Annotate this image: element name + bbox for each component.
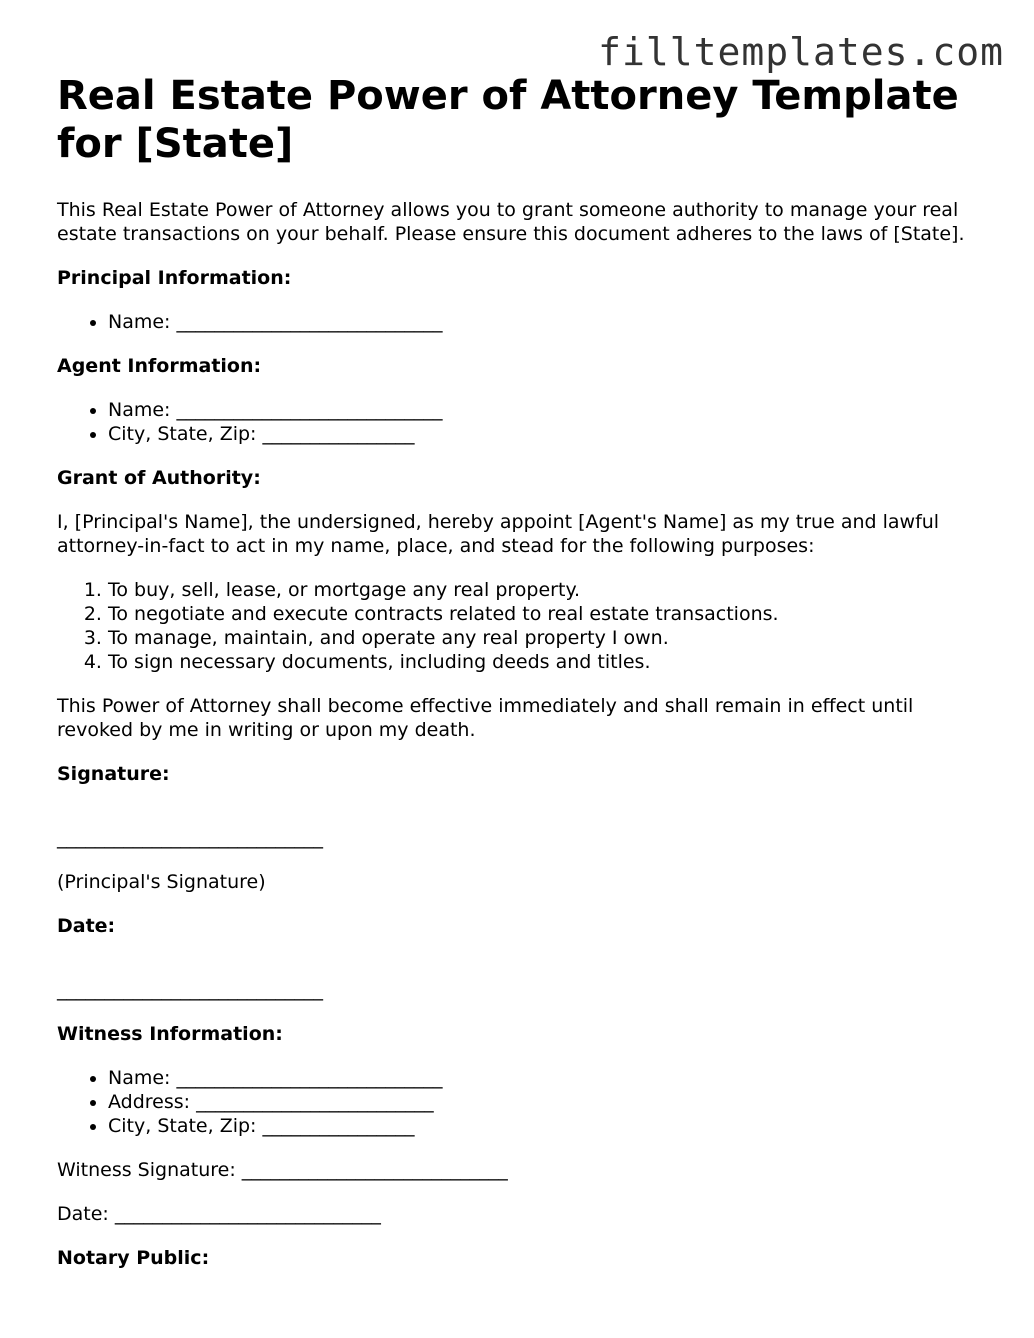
witness-address-field[interactable]: • Address: _________________________ [108, 1090, 987, 1114]
agent-heading: Agent Information: [57, 355, 262, 377]
document-title: Real Estate Power of Attorney Template for [State] [57, 73, 959, 167]
grant-heading: Grant of Authority: [57, 467, 261, 489]
grant-paragraph: I, [Principal's Name], the undersigned, hereby appoint [Agent's Name] as my true and lawful attorney-in-fact to act in my name, place, and stead for the following purposes: [57, 511, 940, 557]
agent-city-state-zip-field[interactable]: • City, State, Zip: ________________ [108, 422, 987, 446]
date-heading: Date: [57, 915, 116, 937]
purpose-item: 4. To sign necessary documents, including deeds and titles. [108, 650, 987, 674]
witness-name-field[interactable]: • Name: ____________________________ [108, 1066, 987, 1090]
intro-paragraph: This Real Estate Power of Attorney allows you to grant someone authority to manage your real estate transactions on your behalf. Please ensure this document adheres to the laws of [State]. [57, 199, 965, 245]
witness-signature-field[interactable]: Witness Signature: ____________________________ [57, 1159, 508, 1181]
purpose-item: 1. To buy, sell, lease, or mortgage any real property. [108, 578, 987, 602]
signature-heading: Signature: [57, 763, 170, 785]
purpose-item: 3. To manage, maintain, and operate any real property I own. [108, 626, 987, 650]
watermark-logo: filltemplates.com [598, 30, 1004, 74]
document-page [57, 72, 987, 1290]
agent-name-field[interactable]: • Name: ____________________________ [108, 398, 987, 422]
principal-signature-caption: (Principal's Signature) [57, 871, 266, 893]
principal-signature-line[interactable]: ____________________________ [57, 827, 323, 849]
witness-date-field[interactable]: Date: ____________________________ [57, 1203, 381, 1225]
agent-fields [57, 398, 987, 446]
purposes-list [57, 578, 987, 674]
witness-city-state-zip-field[interactable]: • City, State, Zip: ________________ [108, 1114, 987, 1138]
witness-fields [57, 1066, 987, 1138]
effective-paragraph: This Power of Attorney shall become effective immediately and shall remain in effect until revoked by me in writing or upon my death. [57, 695, 914, 741]
principal-name-field[interactable]: • Name: ____________________________ [108, 310, 987, 334]
principal-fields [57, 310, 987, 334]
date-line[interactable]: ____________________________ [57, 979, 323, 1001]
purpose-item: 2. To negotiate and execute contracts related to real estate transactions. [108, 602, 987, 626]
principal-heading: Principal Information: [57, 267, 292, 289]
notary-heading: Notary Public: [57, 1247, 210, 1269]
witness-heading: Witness Information: [57, 1023, 283, 1045]
